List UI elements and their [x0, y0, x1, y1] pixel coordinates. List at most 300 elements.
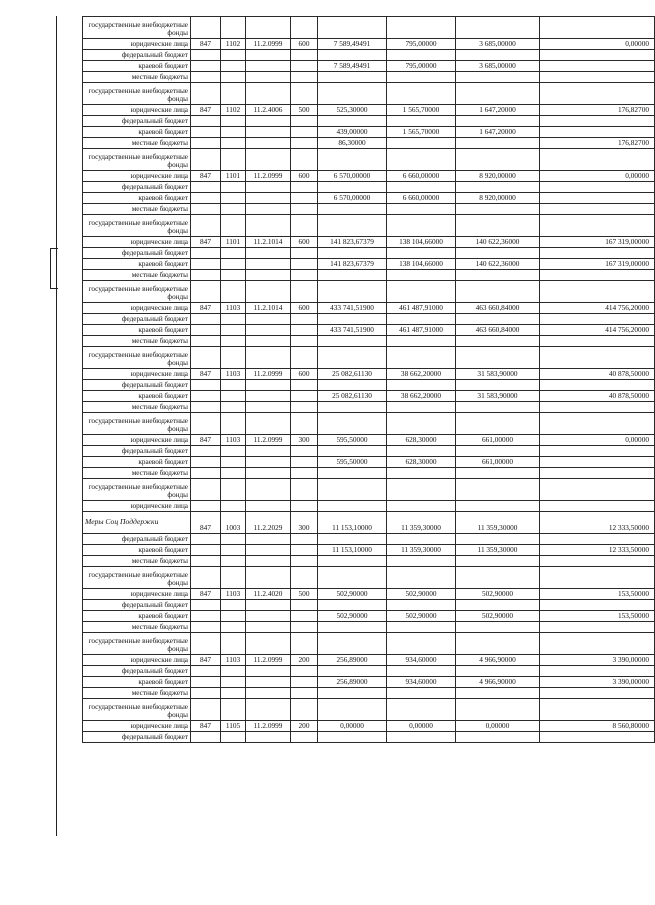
- section-code: [221, 567, 246, 589]
- section-code: [221, 446, 246, 457]
- expense-type-code: 600: [291, 171, 318, 182]
- admin-code: [191, 677, 221, 688]
- amount-year2: [387, 83, 456, 105]
- admin-code: 847: [191, 237, 221, 248]
- section-code: [221, 633, 246, 655]
- amount-year3: [456, 732, 540, 743]
- admin-code: [191, 259, 221, 270]
- section-code: 1105: [221, 721, 246, 732]
- amount-year2: [387, 534, 456, 545]
- amount-year3: [456, 622, 540, 633]
- amount-year1: 433 741,51900: [318, 303, 387, 314]
- section-code: [221, 380, 246, 391]
- table-row: [83, 369, 655, 380]
- admin-code: [191, 600, 221, 611]
- target-code: [246, 402, 291, 413]
- amount-year2: 138 104,66000: [387, 259, 456, 270]
- target-code: [246, 534, 291, 545]
- amount-year4: [540, 534, 655, 545]
- section-code: 1003: [221, 512, 246, 534]
- amount-year2: [387, 622, 456, 633]
- amount-year1: 256,89000: [318, 655, 387, 666]
- amount-year1: [318, 215, 387, 237]
- row-label: местные бюджеты: [83, 556, 191, 567]
- amount-year1: 0,00000: [318, 721, 387, 732]
- admin-code: [191, 567, 221, 589]
- section-code: [221, 116, 246, 127]
- row-label: государственные внебюджетные фонды: [83, 633, 191, 655]
- expense-type-code: 200: [291, 721, 318, 732]
- row-label: юридические лица: [83, 369, 191, 380]
- section-code: 1101: [221, 237, 246, 248]
- amount-year1: [318, 248, 387, 259]
- amount-year3: [456, 413, 540, 435]
- row-label: местные бюджеты: [83, 402, 191, 413]
- target-code: 11.2.4006: [246, 105, 291, 116]
- table-row: [83, 721, 655, 732]
- table-row: [83, 171, 655, 182]
- table-row: [83, 127, 655, 138]
- section-code: 1103: [221, 435, 246, 446]
- amount-year4: 3 390,00000: [540, 677, 655, 688]
- amount-year1: [318, 347, 387, 369]
- amount-year3: [456, 215, 540, 237]
- amount-year1: [318, 314, 387, 325]
- section-code: [221, 204, 246, 215]
- amount-year2: [387, 446, 456, 457]
- target-code: [246, 446, 291, 457]
- admin-code: [191, 611, 221, 622]
- admin-code: 847: [191, 435, 221, 446]
- admin-code: [191, 127, 221, 138]
- measure-row: [83, 512, 655, 534]
- admin-code: [191, 270, 221, 281]
- section-code: [221, 50, 246, 61]
- expense-type-code: [291, 457, 318, 468]
- amount-year3: 3 685,00000: [456, 61, 540, 72]
- section-code: [221, 732, 246, 743]
- amount-year3: [456, 468, 540, 479]
- amount-year1: 11 153,10000: [318, 545, 387, 556]
- left-margin-line: [56, 16, 57, 836]
- target-code: [246, 149, 291, 171]
- table-row: [83, 622, 655, 633]
- admin-code: [191, 699, 221, 721]
- row-label: местные бюджеты: [83, 204, 191, 215]
- row-label: юридические лица: [83, 501, 191, 512]
- target-code: [246, 193, 291, 204]
- table-body: [83, 17, 655, 743]
- expense-type-code: 600: [291, 39, 318, 50]
- amount-year3: [456, 116, 540, 127]
- section-code: [221, 336, 246, 347]
- expense-type-code: [291, 182, 318, 193]
- row-label: местные бюджеты: [83, 468, 191, 479]
- expense-type-code: [291, 336, 318, 347]
- amount-year3: [456, 281, 540, 303]
- row-label: местные бюджеты: [83, 270, 191, 281]
- expense-type-code: [291, 622, 318, 633]
- row-label: федеральный бюджет: [83, 534, 191, 545]
- amount-year2: [387, 182, 456, 193]
- expense-type-code: [291, 347, 318, 369]
- margin-bracket-tick: [50, 288, 58, 289]
- amount-year1: [318, 534, 387, 545]
- expense-type-code: [291, 391, 318, 402]
- expense-type-code: [291, 204, 318, 215]
- target-code: [246, 204, 291, 215]
- section-code: [221, 193, 246, 204]
- amount-year2: 138 104,66000: [387, 237, 456, 248]
- expense-type-code: [291, 325, 318, 336]
- expense-type-code: [291, 259, 318, 270]
- amount-year1: [318, 732, 387, 743]
- amount-year4: 12 333,50000: [540, 512, 655, 534]
- amount-year2: [387, 380, 456, 391]
- row-label: федеральный бюджет: [83, 600, 191, 611]
- target-code: 11.2.0999: [246, 369, 291, 380]
- amount-year3: [456, 666, 540, 677]
- target-code: [246, 666, 291, 677]
- row-label: краевой бюджет: [83, 545, 191, 556]
- expense-type-code: [291, 600, 318, 611]
- admin-code: 847: [191, 105, 221, 116]
- section-code: [221, 347, 246, 369]
- amount-year1: [318, 699, 387, 721]
- amount-year4: [540, 380, 655, 391]
- table-row: [83, 83, 655, 105]
- amount-year1: 7 589,49491: [318, 39, 387, 50]
- amount-year2: [387, 413, 456, 435]
- amount-year2: 1 565,70000: [387, 105, 456, 116]
- amount-year4: [540, 732, 655, 743]
- amount-year4: [540, 622, 655, 633]
- expense-type-code: [291, 446, 318, 457]
- admin-code: [191, 556, 221, 567]
- amount-year4: 414 756,20000: [540, 303, 655, 314]
- expense-type-code: [291, 61, 318, 72]
- admin-code: [191, 446, 221, 457]
- amount-year4: 0,00000: [540, 171, 655, 182]
- amount-year4: [540, 17, 655, 39]
- expense-type-code: [291, 72, 318, 83]
- expense-type-code: [291, 314, 318, 325]
- row-label: федеральный бюджет: [83, 314, 191, 325]
- section-code: [221, 248, 246, 259]
- amount-year4: [540, 468, 655, 479]
- amount-year3: [456, 138, 540, 149]
- target-code: [246, 182, 291, 193]
- amount-year3: 140 622,36000: [456, 237, 540, 248]
- target-code: [246, 611, 291, 622]
- table-row: [83, 677, 655, 688]
- section-code: [221, 545, 246, 556]
- row-label: государственные внебюджетные фонды: [83, 479, 191, 501]
- amount-year4: 176,82700: [540, 105, 655, 116]
- amount-year3: 8 920,00000: [456, 193, 540, 204]
- table-row: [83, 468, 655, 479]
- table-row: [83, 688, 655, 699]
- amount-year3: [456, 534, 540, 545]
- amount-year4: [540, 413, 655, 435]
- expense-type-code: [291, 116, 318, 127]
- amount-year1: [318, 83, 387, 105]
- row-label: государственные внебюджетные фонды: [83, 567, 191, 589]
- table-row: [83, 237, 655, 248]
- table-row: [83, 248, 655, 259]
- row-label: государственные внебюджетные фонды: [83, 83, 191, 105]
- amount-year3: 661,00000: [456, 435, 540, 446]
- table-row: [83, 259, 655, 270]
- amount-year1: 525,30000: [318, 105, 387, 116]
- amount-year1: [318, 666, 387, 677]
- amount-year2: 628,30000: [387, 435, 456, 446]
- target-code: 11.2.0999: [246, 435, 291, 446]
- admin-code: [191, 391, 221, 402]
- amount-year1: [318, 567, 387, 589]
- expense-type-code: [291, 248, 318, 259]
- amount-year4: 153,50000: [540, 611, 655, 622]
- table-row: [83, 435, 655, 446]
- section-code: [221, 127, 246, 138]
- amount-year4: [540, 336, 655, 347]
- target-code: 11.2.0999: [246, 39, 291, 50]
- amount-year4: 40 878,50000: [540, 391, 655, 402]
- amount-year4: [540, 215, 655, 237]
- table-row: [83, 336, 655, 347]
- row-label: федеральный бюджет: [83, 182, 191, 193]
- table-row: [83, 501, 655, 512]
- amount-year4: [540, 457, 655, 468]
- expense-type-code: 500: [291, 105, 318, 116]
- section-code: [221, 479, 246, 501]
- section-code: 1101: [221, 171, 246, 182]
- row-label: местные бюджеты: [83, 138, 191, 149]
- admin-code: 847: [191, 39, 221, 50]
- amount-year3: 4 966,90000: [456, 655, 540, 666]
- expense-type-code: [291, 545, 318, 556]
- amount-year4: [540, 281, 655, 303]
- expense-type-code: [291, 380, 318, 391]
- section-code: [221, 149, 246, 171]
- amount-year4: [540, 501, 655, 512]
- amount-year3: [456, 83, 540, 105]
- amount-year1: [318, 380, 387, 391]
- row-label: юридические лица: [83, 589, 191, 600]
- amount-year2: 11 359,30000: [387, 512, 456, 534]
- amount-year2: [387, 281, 456, 303]
- target-code: [246, 336, 291, 347]
- row-label: юридические лица: [83, 39, 191, 50]
- amount-year3: [456, 149, 540, 171]
- admin-code: [191, 479, 221, 501]
- table-row: [83, 325, 655, 336]
- table-row: [83, 633, 655, 655]
- row-label: юридические лица: [83, 105, 191, 116]
- amount-year4: [540, 600, 655, 611]
- target-code: [246, 83, 291, 105]
- admin-code: 847: [191, 589, 221, 600]
- expense-type-code: [291, 281, 318, 303]
- target-code: [246, 325, 291, 336]
- amount-year2: [387, 688, 456, 699]
- table-row: [83, 17, 655, 39]
- admin-code: 847: [191, 655, 221, 666]
- admin-code: [191, 534, 221, 545]
- expense-type-code: [291, 17, 318, 39]
- table-row: [83, 215, 655, 237]
- amount-year2: [387, 501, 456, 512]
- section-code: [221, 501, 246, 512]
- admin-code: [191, 545, 221, 556]
- table-row: [83, 446, 655, 457]
- admin-code: [191, 347, 221, 369]
- amount-year1: 25 082,61130: [318, 369, 387, 380]
- section-code: [221, 270, 246, 281]
- amount-year4: 12 333,50000: [540, 545, 655, 556]
- target-code: [246, 567, 291, 589]
- row-label: государственные внебюджетные фонды: [83, 149, 191, 171]
- target-code: 11.2.1014: [246, 237, 291, 248]
- section-code: 1103: [221, 589, 246, 600]
- target-code: [246, 699, 291, 721]
- target-code: 11.2.0999: [246, 655, 291, 666]
- amount-year3: [456, 567, 540, 589]
- table-row: [83, 567, 655, 589]
- amount-year2: 502,90000: [387, 589, 456, 600]
- amount-year2: [387, 50, 456, 61]
- row-label: местные бюджеты: [83, 622, 191, 633]
- amount-year4: [540, 666, 655, 677]
- expense-type-code: 500: [291, 589, 318, 600]
- target-code: [246, 633, 291, 655]
- section-code: [221, 391, 246, 402]
- row-label: юридические лица: [83, 435, 191, 446]
- expense-type-code: [291, 534, 318, 545]
- row-label: федеральный бюджет: [83, 116, 191, 127]
- amount-year4: [540, 567, 655, 589]
- table-row: [83, 666, 655, 677]
- row-label: краевой бюджет: [83, 391, 191, 402]
- target-code: [246, 215, 291, 237]
- target-code: 11.2.0999: [246, 171, 291, 182]
- section-code: 1102: [221, 39, 246, 50]
- admin-code: [191, 688, 221, 699]
- admin-code: [191, 666, 221, 677]
- expense-type-code: [291, 83, 318, 105]
- section-code: [221, 402, 246, 413]
- amount-year1: [318, 446, 387, 457]
- table-row: [83, 314, 655, 325]
- expense-type-code: [291, 688, 318, 699]
- section-code: [221, 61, 246, 72]
- row-label: федеральный бюджет: [83, 732, 191, 743]
- admin-code: [191, 281, 221, 303]
- amount-year1: [318, 688, 387, 699]
- admin-code: 847: [191, 721, 221, 732]
- row-label: государственные внебюджетные фонды: [83, 281, 191, 303]
- row-label: федеральный бюджет: [83, 50, 191, 61]
- table-row: [83, 281, 655, 303]
- amount-year4: 414 756,20000: [540, 325, 655, 336]
- admin-code: [191, 325, 221, 336]
- amount-year3: 0,00000: [456, 721, 540, 732]
- amount-year2: [387, 72, 456, 83]
- table-row: [83, 61, 655, 72]
- expense-type-code: 300: [291, 435, 318, 446]
- amount-year4: [540, 556, 655, 567]
- expense-type-code: [291, 138, 318, 149]
- row-label: местные бюджеты: [83, 72, 191, 83]
- target-code: [246, 622, 291, 633]
- row-label: краевой бюджет: [83, 193, 191, 204]
- table-row: [83, 600, 655, 611]
- amount-year2: [387, 347, 456, 369]
- table-row: [83, 105, 655, 116]
- amount-year1: [318, 479, 387, 501]
- admin-code: [191, 50, 221, 61]
- amount-year1: [318, 149, 387, 171]
- amount-year3: 4 966,90000: [456, 677, 540, 688]
- amount-year4: [540, 688, 655, 699]
- target-code: [246, 61, 291, 72]
- amount-year2: [387, 600, 456, 611]
- amount-year1: 595,50000: [318, 457, 387, 468]
- table-row: [83, 556, 655, 567]
- amount-year2: 38 662,20000: [387, 391, 456, 402]
- amount-year3: [456, 699, 540, 721]
- target-code: [246, 259, 291, 270]
- amount-year4: 0,00000: [540, 435, 655, 446]
- amount-year2: [387, 248, 456, 259]
- row-label: юридические лица: [83, 237, 191, 248]
- amount-year3: 140 622,36000: [456, 259, 540, 270]
- amount-year2: 934,60000: [387, 655, 456, 666]
- target-code: [246, 479, 291, 501]
- amount-year3: 502,90000: [456, 589, 540, 600]
- target-code: 11.2.0999: [246, 721, 291, 732]
- target-code: 11.2.2029: [246, 512, 291, 534]
- table-row: [83, 72, 655, 83]
- amount-year2: [387, 17, 456, 39]
- amount-year2: [387, 556, 456, 567]
- section-code: [221, 600, 246, 611]
- expense-type-code: 300: [291, 512, 318, 534]
- amount-year3: [456, 50, 540, 61]
- amount-year2: [387, 314, 456, 325]
- amount-year4: [540, 149, 655, 171]
- amount-year1: [318, 413, 387, 435]
- section-code: [221, 413, 246, 435]
- expense-type-code: [291, 50, 318, 61]
- admin-code: [191, 413, 221, 435]
- amount-year1: [318, 17, 387, 39]
- admin-code: [191, 622, 221, 633]
- amount-year4: 8 560,80000: [540, 721, 655, 732]
- table-row: [83, 391, 655, 402]
- target-code: [246, 248, 291, 259]
- target-code: [246, 116, 291, 127]
- amount-year3: 502,90000: [456, 611, 540, 622]
- budget-allocation-table: [82, 16, 655, 743]
- amount-year2: [387, 699, 456, 721]
- table-row: [83, 347, 655, 369]
- row-label: краевой бюджет: [83, 127, 191, 138]
- section-code: [221, 534, 246, 545]
- admin-code: 847: [191, 171, 221, 182]
- table-row: [83, 380, 655, 391]
- amount-year3: [456, 314, 540, 325]
